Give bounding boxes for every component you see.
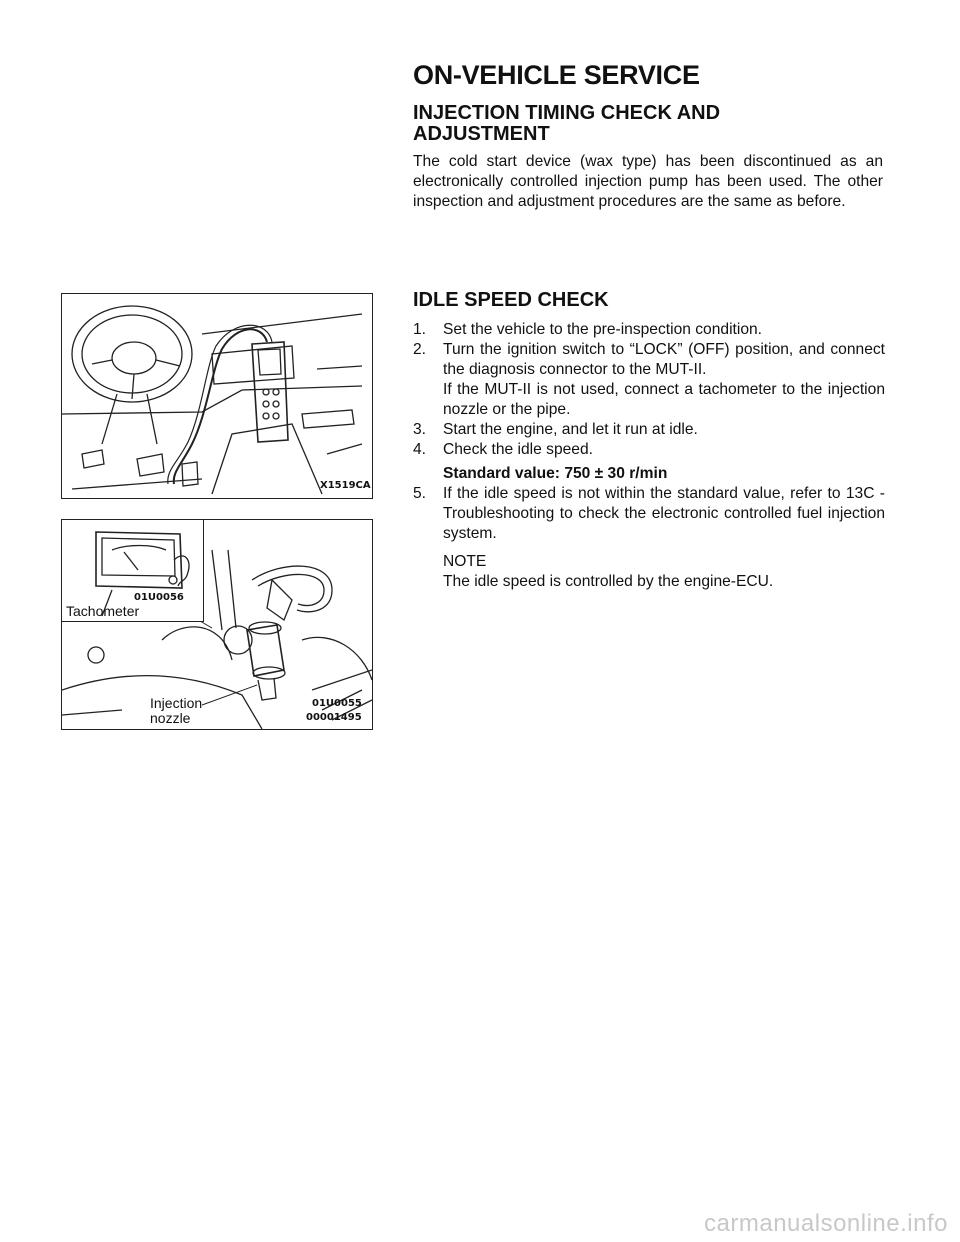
step-text: Set the vehicle to the pre-inspection condition. <box>443 321 763 338</box>
nozzle-label <box>150 696 202 726</box>
step-number: 3. <box>413 421 427 438</box>
injection-paragraph: The cold start device (wax type) has been discontinued as an electronically controlled injection pump has been used. The other inspection and adjustment procedures are the same as before. <box>413 153 883 210</box>
note-block <box>413 552 885 592</box>
note-label: NOTE <box>443 553 487 570</box>
step-text: Start the engine, and let it run at idle. <box>443 421 698 438</box>
step-number: 2. <box>413 341 427 358</box>
figure2-code2: 00001495 <box>306 712 362 723</box>
inset-code: 01U0056 <box>134 592 184 603</box>
step-subtext: If the MUT-II is not used, connect a tachometer to the injection nozzle or the pipe. <box>443 381 885 418</box>
step-5 <box>413 484 885 544</box>
nozzle-label-line1: Injection <box>150 695 203 711</box>
injection-section-title <box>413 103 833 145</box>
standard-value: Standard value: 750 ± 30 r/min <box>443 465 668 482</box>
step-number: 1. <box>413 321 427 338</box>
tachometer-label: Tachometer <box>66 603 140 619</box>
injection-title-line1: INJECTION TIMING CHECK AND <box>413 102 721 124</box>
step-text: Check the idle speed. <box>443 441 593 458</box>
nozzle-label-line2: nozzle <box>150 710 191 726</box>
step-text: If the idle speed is not within the standard value, refer to 13C - Troubleshooting to check the electronic controlled fuel injection system. <box>443 485 885 542</box>
figure1-code: X1519CA <box>320 480 371 491</box>
step-4 <box>413 440 885 460</box>
idle-steps-list <box>413 320 885 592</box>
step-text: Turn the ignition switch to “LOCK” (OFF) position, and connect the diagnosis connector to the MUT-II. <box>443 341 885 378</box>
step-3 <box>413 420 885 440</box>
step-number: 5. <box>413 485 427 502</box>
idle-section-title: IDLE SPEED CHECK <box>413 289 609 311</box>
tachometer-inset <box>62 520 204 622</box>
step-1 <box>413 320 885 340</box>
watermark-text: carmanualsonline.info <box>704 1210 948 1237</box>
figure2-code1: 01U0055 <box>312 698 362 709</box>
injection-title-line2: ADJUSTMENT <box>413 123 550 145</box>
note-text: The idle speed is controlled by the engine-ECU. <box>443 573 774 590</box>
step-number: 4. <box>413 441 427 458</box>
step-2 <box>413 340 885 420</box>
mut-ii-connection-figure <box>61 293 373 499</box>
dashboard-illustration <box>62 294 372 498</box>
tachometer-connection-figure <box>61 519 373 730</box>
page-title: ON-VEHICLE SERVICE <box>413 60 700 90</box>
